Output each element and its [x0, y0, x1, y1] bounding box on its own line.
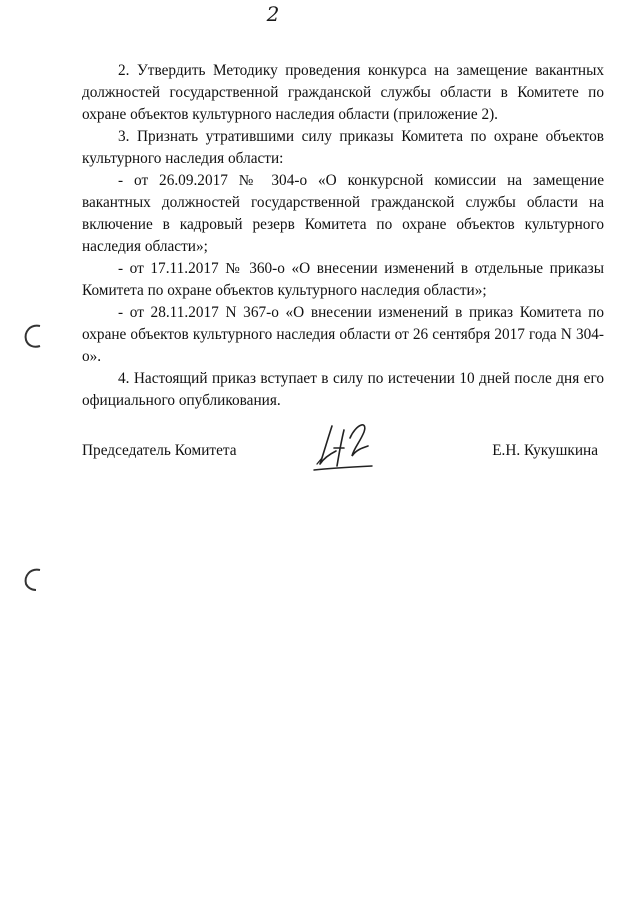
paragraph-repeal-orders: 3. Признать утратившими силу приказы Комитета по охране объектов культурного наследия области: — [82, 128, 604, 167]
list-item-order-360: - от 17.11.2017 № 360-о «О внесении изменений в отдельные приказы Комитета по охране объектов культурного наследия области»; — [82, 260, 604, 299]
handwritten-signature — [310, 418, 380, 476]
signatory-title: Председатель Комитета — [82, 442, 237, 459]
order-body — [82, 60, 604, 412]
signature-block — [82, 440, 598, 470]
punch-hole-mark-upper — [22, 322, 46, 352]
signatory-name: Е.Н. Кукушкина — [492, 442, 598, 459]
page-number: 2 — [266, 2, 280, 26]
paragraph-approve-methodology: 2. Утвердить Методику проведения конкурса на замещение вакантных должностей государственной гражданской службы области в Комитете по охране объектов культурного наследия области (приложение 2). — [82, 62, 604, 123]
paragraph-entry-into-force: 4. Настоящий приказ вступает в силу по истечении 10 дней после дня его официального опубликования. — [82, 370, 604, 409]
list-item-order-367: - от 28.11.2017 N 367-о «О внесении изменений в приказ Комитета по охране объектов культурного наследия области от 26 сентября 2017 года N 304-о». — [82, 304, 604, 365]
punch-hole-mark-lower — [22, 566, 46, 596]
list-item-order-304: - от 26.09.2017 № 304-о «О конкурсной комиссии на замещение вакантных должностей государственной гражданской службы области на включение в кадровый резерв Комитета по охране объектов культурного наследия области»; — [82, 172, 604, 255]
